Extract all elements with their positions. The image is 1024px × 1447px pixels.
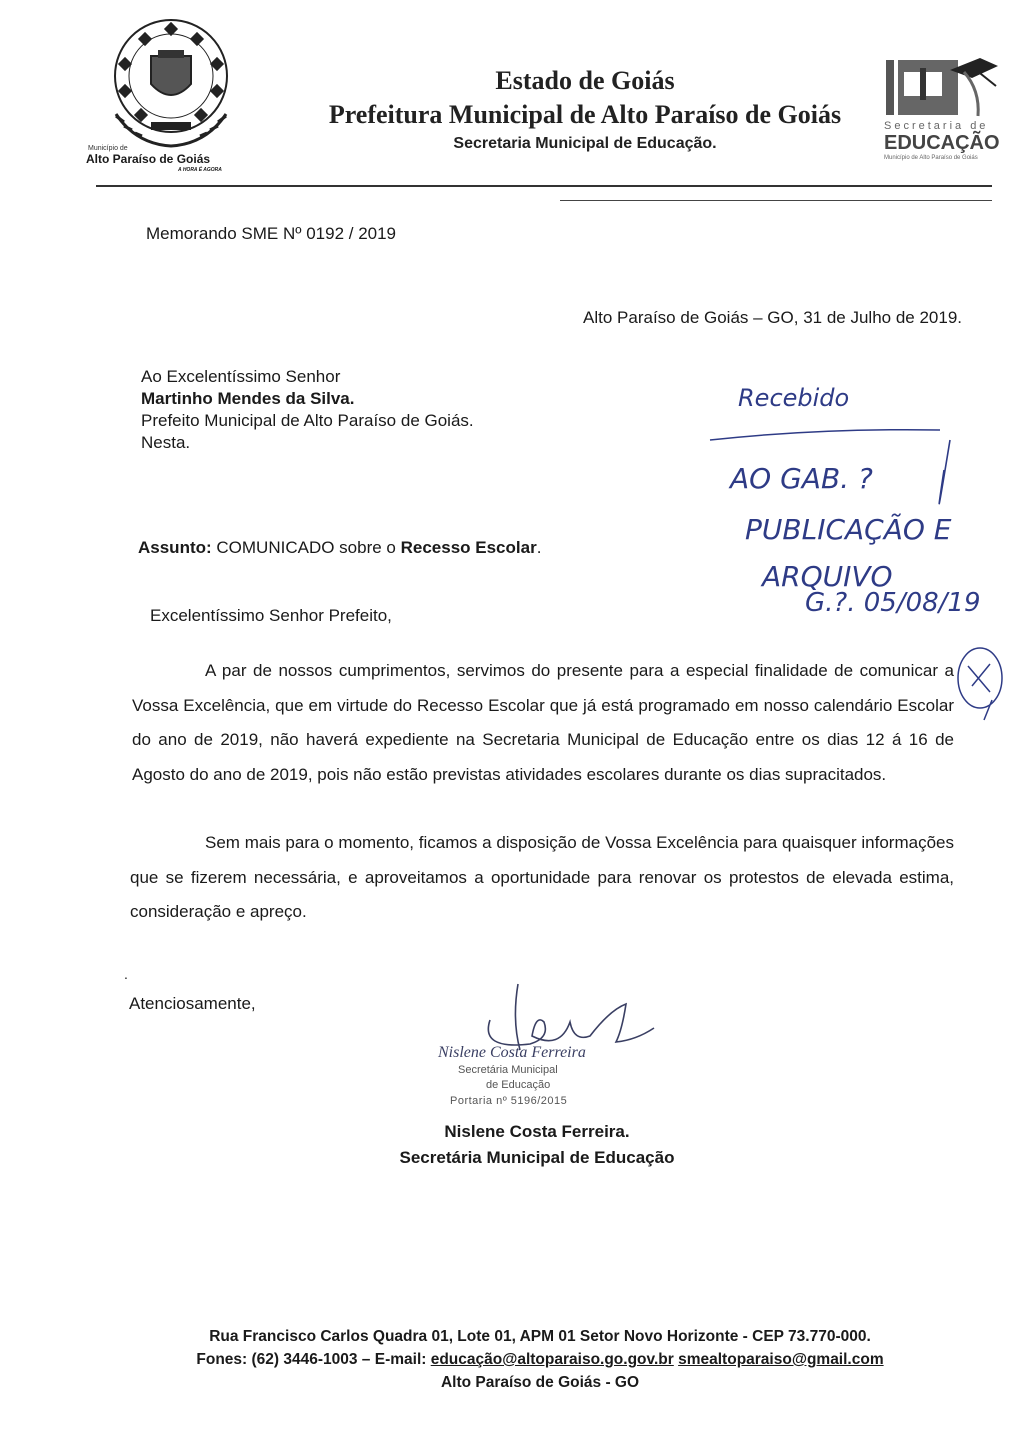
header-prefeitura: Prefeitura Municipal de Alto Paraíso de Goiás (328, 100, 842, 129)
edu-logo-educacao: EDUCAÇÃO (884, 132, 1000, 154)
body-paragraph-1: A par de nossos cumprimentos, servimos do presente para a especial finalidade de comunicar a Vossa Excelência, que em virtude do Recesso Escolar que já está programado em nosso calendário Escolar do ano de 2019, não haverá expediente na Secretaria Municipal de Educação entre os dias 12 á 16 de Agosto do ano de 2019, pois não estão previstas atividades escolares durante os dias supracitados. (132, 661, 954, 784)
edu-logo-secretaria: Secretaria de (884, 120, 989, 132)
signatory-name: Nislene Costa Ferreira. (444, 1122, 630, 1141)
edu-logo-subtitle: Município de Alto Paraíso de Goiás (884, 155, 978, 161)
crest-motto: A HORA É AGORA (178, 167, 222, 173)
note-line1: Recebido (738, 384, 850, 412)
recipient-line4: Nesta. (141, 433, 191, 452)
salutation: Excelentíssimo Senhor Prefeito, (150, 606, 392, 625)
subject-emphasis: Recesso Escolar (400, 538, 537, 557)
memo-number: Memorando SME Nº 0192 / 2019 (146, 224, 397, 243)
recipient-block (141, 366, 474, 454)
header-divider-secondary (560, 200, 992, 201)
crest-city-name: Alto Paraíso de Goiás (86, 152, 211, 166)
footer-phones: Fones: (62) 3446-1003 – E-mail: (196, 1351, 431, 1368)
closing: Atenciosamente, (129, 994, 256, 1013)
note-line5: G.?. 05/08/19 (805, 588, 981, 618)
header-state: Estado de Goiás (495, 66, 675, 95)
footer-city: Alto Paraíso de Goiás - GO (440, 1374, 640, 1391)
subject-text1: COMUNICADO sobre o (211, 538, 401, 557)
signatory-role: Secretária Municipal de Educação (399, 1148, 675, 1167)
note-line3: PUBLICAÇÃO E (745, 513, 952, 546)
crest-municipio-label: Município de (88, 145, 128, 152)
header-secretaria: Secretaria Municipal de Educação. (453, 135, 717, 152)
recipient-line1: Ao Excelentíssimo Senhor (141, 367, 341, 386)
note-line4: ARQUIVO (762, 560, 893, 593)
stamp-line2: de Educação (486, 1079, 551, 1091)
header-divider (96, 185, 992, 187)
stamp-name: Nislene Costa Ferreira (438, 1044, 586, 1061)
recipient-name: Martinho Mendes da Silva. (141, 389, 355, 408)
footer-email-1[interactable]: educação@altoparaiso.go.gov.br (430, 1351, 674, 1368)
subject-text2: . (536, 538, 542, 557)
recipient-role: Prefeito Municipal de Alto Paraíso de Goiás. (141, 411, 474, 430)
handwritten-annotation-strokes (700, 370, 1024, 730)
note-line2: AO GAB. ? (730, 462, 873, 495)
body-paragraph-2: Sem mais para o momento, ficamos a disposição de Vossa Excelência para quaisquer informações que se fizerem necessária, e aproveitamos a oportunidade para renovar os protestos de elevada estima, consideração e apreço. (130, 833, 954, 921)
memo-date: Alto Paraíso de Goiás – GO, 31 de Julho de 2019. (583, 308, 962, 327)
footer-email-2[interactable]: smealtoparaiso@gmail.com (678, 1351, 884, 1368)
stamp-line3: Portaria nº 5196/2015 (450, 1095, 568, 1107)
footer-contacts (150, 1351, 930, 1369)
subject-line (138, 538, 541, 558)
stamp-line1: Secretária Municipal (458, 1064, 558, 1076)
subject-label: Assunto: (138, 538, 212, 557)
footer-address: Rua Francisco Carlos Quadra 01, Lote 01, APM 01 Setor Novo Horizonte - CEP 73.770-000. (209, 1328, 871, 1345)
margin-dot: . (124, 966, 128, 982)
